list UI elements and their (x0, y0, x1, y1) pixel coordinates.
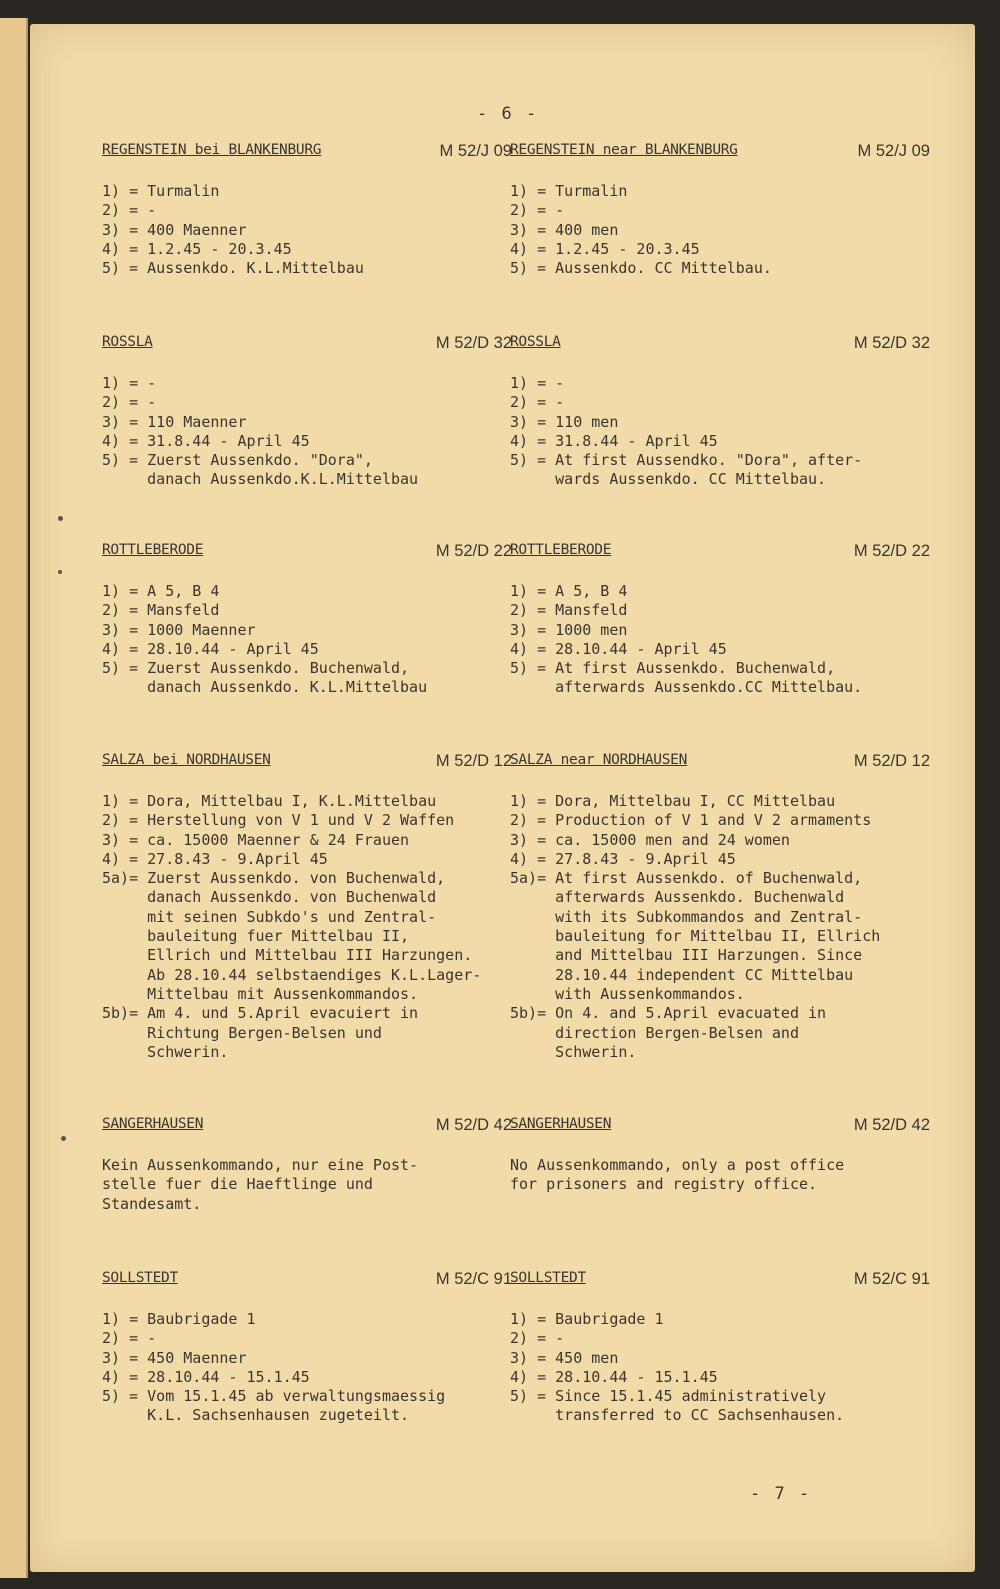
entry-line: 4) = 1.2.45 - 20.3.45 (102, 239, 292, 258)
entry-line: 1) = Baubrigade 1 (510, 1310, 664, 1328)
entry-line: 2) = - (510, 201, 565, 220)
map-code: M 52/J 09 (439, 142, 512, 160)
entry-line: 28.10.44 independent CC Mittelbau (510, 965, 854, 984)
place-name: ROTTLEBERODE (102, 542, 204, 558)
entry-line: 4) = 28.10.44 - 15.1.45 (510, 1367, 718, 1386)
entry-header (510, 542, 930, 568)
place-name: REGENSTEIN bei BLANKENBURG (102, 142, 322, 158)
entry-line: 2) = - (102, 201, 157, 220)
entry-line: 1) = - (102, 374, 157, 392)
entry-line: afterwards Aussenkdo.CC Mittelbau. (510, 678, 863, 697)
german-entry (102, 752, 512, 1062)
document-page (30, 24, 975, 1572)
entry-line: Schwerin. (510, 1042, 637, 1061)
entry-lines (102, 582, 502, 698)
entry-lines (102, 1156, 502, 1214)
entry-lines (102, 792, 502, 1062)
entry-lines (102, 1310, 502, 1426)
entry-line: 4) = 31.8.44 - April 45 (102, 431, 310, 450)
entry-lines (510, 182, 910, 278)
map-code: M 52/D 32 (435, 334, 512, 352)
entry-lines (510, 582, 910, 698)
english-entry (510, 752, 930, 1062)
entry-line: 2) = - (510, 1329, 565, 1348)
entry-line: 4) = 31.8.44 - April 45 (510, 431, 718, 450)
entry-lines (510, 792, 910, 1062)
entry-line: Richtung Bergen-Belsen und (102, 1023, 382, 1042)
entry-line: 3) = 450 men (510, 1348, 619, 1367)
entry-line: Standesamt. (102, 1194, 202, 1213)
entry-line: bauleitung for Mittelbau II, Ellrich (510, 927, 881, 946)
entry-header (510, 334, 930, 360)
entry-line: danach Aussenkdo.K.L.Mittelbau (102, 470, 419, 489)
entry-header (510, 142, 930, 168)
entry-line: 3) = 1000 Maenner (102, 620, 256, 639)
entry-header (102, 542, 512, 568)
map-code: M 52/C 91 (435, 1270, 512, 1288)
previous-page-edge (0, 18, 28, 1578)
entry-header (102, 334, 512, 360)
entry-line: 2) = - (102, 393, 157, 412)
hole-mark (58, 570, 62, 574)
entry-lines (102, 374, 502, 490)
place-name: SOLLSTEDT (102, 1270, 178, 1286)
english-entry (510, 542, 930, 698)
entry-line: for prisoners and registry office. (510, 1175, 818, 1194)
entry-line: 1) = Dora, Mittelbau I, K.L.Mittelbau (102, 792, 437, 810)
entry-line: 3) = ca. 15000 Maenner & 24 Frauen (102, 830, 410, 849)
entry-line: 3) = 110 men (510, 412, 619, 431)
entry-line: 5b)= Am 4. und 5.April evacuiert in (102, 1004, 419, 1023)
german-entry (102, 542, 512, 698)
place-name: ROTTLEBERODE (510, 542, 612, 558)
entry-line: 4) = 28.10.44 - April 45 (102, 639, 319, 658)
map-code: M 52/D 42 (435, 1116, 512, 1134)
entry-line: 2) = Mansfeld (102, 601, 220, 620)
map-code: M 52/D 22 (435, 542, 512, 560)
entry-line: 3) = 1000 men (510, 620, 628, 639)
entry-line: 5) = Since 15.1.45 administratively (510, 1387, 827, 1406)
entry-header (102, 142, 512, 168)
english-entry (510, 1116, 930, 1195)
entry-line: 5) = Aussenkdo. CC Mittelbau. (510, 259, 772, 278)
entry-header (102, 1270, 512, 1296)
place-name: ROSSLA (510, 334, 561, 350)
entry-lines (510, 1156, 910, 1195)
map-code: M 52/D 42 (853, 1116, 930, 1134)
entry-line: 5a)= At first Aussenkdo. of Buchenwald, (510, 869, 863, 888)
entry-line: 2) = - (102, 1329, 157, 1348)
entry-header (510, 1270, 930, 1296)
place-name: SANGERHAUSEN (102, 1116, 204, 1132)
entry-line: afterwards Aussenkdo. Buchenwald (510, 888, 845, 907)
entry-line: 2) = Mansfeld (510, 601, 628, 620)
entry-lines (102, 182, 502, 278)
entry-line: with Aussenkommandos. (510, 984, 745, 1003)
entry-line: Ab 28.10.44 selbstaendiges K.L.Lager- (102, 965, 482, 984)
place-name: REGENSTEIN near BLANKENBURG (510, 142, 738, 158)
entry-line: 4) = 27.8.43 - 9.April 45 (510, 849, 736, 868)
entry-line: 5a)= Zuerst Aussenkdo. von Buchenwald, (102, 869, 446, 888)
entry-line: Kein Aussenkommando, nur eine Post- (102, 1156, 419, 1174)
map-code: M 52/C 91 (853, 1270, 930, 1288)
entry-line: mit seinen Subkdo's und Zentral- (102, 907, 437, 926)
entry-line: direction Bergen-Belsen and (510, 1023, 799, 1042)
entry-line: 3) = 400 Maenner (102, 220, 247, 239)
map-code: M 52/D 22 (853, 542, 930, 560)
place-name: SOLLSTEDT (510, 1270, 586, 1286)
entry-line: bauleitung fuer Mittelbau II, (102, 927, 410, 946)
map-code: M 52/J 09 (857, 142, 930, 160)
english-entry (510, 1270, 930, 1426)
entry-line: 2) = - (510, 393, 565, 412)
entry-line: 2) = Herstellung von V 1 und V 2 Waffen (102, 811, 455, 830)
entry-line: wards Aussenkdo. CC Mittelbau. (510, 470, 827, 489)
entry-line: 3) = 400 men (510, 220, 619, 239)
entry-line: 5) = At first Aussendko. "Dora", after- (510, 451, 863, 470)
german-entry (102, 334, 512, 490)
entry-line: 2) = Production of V 1 and V 2 armaments (510, 811, 872, 830)
entry-line: K.L. Sachsenhausen zugeteilt. (102, 1406, 410, 1425)
place-name: SALZA near NORDHAUSEN (510, 752, 688, 768)
entry-line: 5) = Zuerst Aussenkdo. Buchenwald, (102, 659, 410, 678)
entry-line: and Mittelbau III Harzungen. Since (510, 946, 863, 965)
entry-header (510, 1116, 930, 1142)
entry-line: 4) = 28.10.44 - April 45 (510, 639, 727, 658)
english-entry (510, 142, 930, 278)
entry-line: 1) = Baubrigade 1 (102, 1310, 256, 1328)
entry-line: Schwerin. (102, 1042, 229, 1061)
entry-line: 5) = Vom 15.1.45 ab verwaltungsmaessig (102, 1387, 446, 1406)
entry-line: 1) = - (510, 374, 565, 392)
hole-mark (58, 516, 63, 521)
entry-line: 3) = 110 Maenner (102, 412, 247, 431)
entry-line: 5) = Aussenkdo. K.L.Mittelbau (102, 259, 364, 278)
entry-header (510, 752, 930, 778)
english-entry (510, 334, 930, 490)
entry-line: with its Subkommandos and Zentral- (510, 907, 863, 926)
entry-lines (510, 1310, 910, 1426)
entry-line: 5) = At first Aussenkdo. Buchenwald, (510, 659, 836, 678)
entry-line: Ellrich und Mittelbau III Harzungen. (102, 946, 473, 965)
entry-line: 4) = 27.8.43 - 9.April 45 (102, 849, 328, 868)
entry-line: Mittelbau mit Aussenkommandos. (102, 984, 419, 1003)
entry-line: 5b)= On 4. and 5.April evacuated in (510, 1004, 827, 1023)
german-entry (102, 1116, 512, 1214)
hole-mark (61, 1136, 66, 1141)
entry-line: 1) = Turmalin (102, 182, 220, 200)
entry-line: 1) = A 5, B 4 (102, 582, 220, 600)
entry-line: stelle fuer die Haeftlinge und (102, 1175, 373, 1194)
entry-line: 4) = 28.10.44 - 15.1.45 (102, 1367, 310, 1386)
map-code: M 52/D 32 (853, 334, 930, 352)
entry-line: transferred to CC Sachsenhausen. (510, 1406, 845, 1425)
entry-line: 3) = ca. 15000 men and 24 women (510, 830, 790, 849)
place-name: SALZA bei NORDHAUSEN (102, 752, 271, 768)
entry-header (102, 1116, 512, 1142)
entry-line: No Aussenkommando, only a post office (510, 1156, 845, 1174)
entry-line: 5) = Zuerst Aussenkdo. "Dora", (102, 451, 373, 470)
map-code: M 52/D 12 (435, 752, 512, 770)
page-number-bottom: - 7 - (750, 1484, 812, 1504)
page-number-top: - 6 - (477, 104, 539, 124)
entry-line: danach Aussenkdo. K.L.Mittelbau (102, 678, 428, 697)
entry-line: 3) = 450 Maenner (102, 1348, 247, 1367)
german-entry (102, 142, 512, 278)
entry-line: 4) = 1.2.45 - 20.3.45 (510, 239, 700, 258)
entry-header (102, 752, 512, 778)
entry-line: 1) = A 5, B 4 (510, 582, 628, 600)
entry-line: danach Aussenkdo. von Buchenwald (102, 888, 437, 907)
place-name: SANGERHAUSEN (510, 1116, 612, 1132)
map-code: M 52/D 12 (853, 752, 930, 770)
german-entry (102, 1270, 512, 1426)
entry-line: 1) = Dora, Mittelbau I, CC Mittelbau (510, 792, 836, 810)
place-name: ROSSLA (102, 334, 153, 350)
entry-line: 1) = Turmalin (510, 182, 628, 200)
entry-lines (510, 374, 910, 490)
